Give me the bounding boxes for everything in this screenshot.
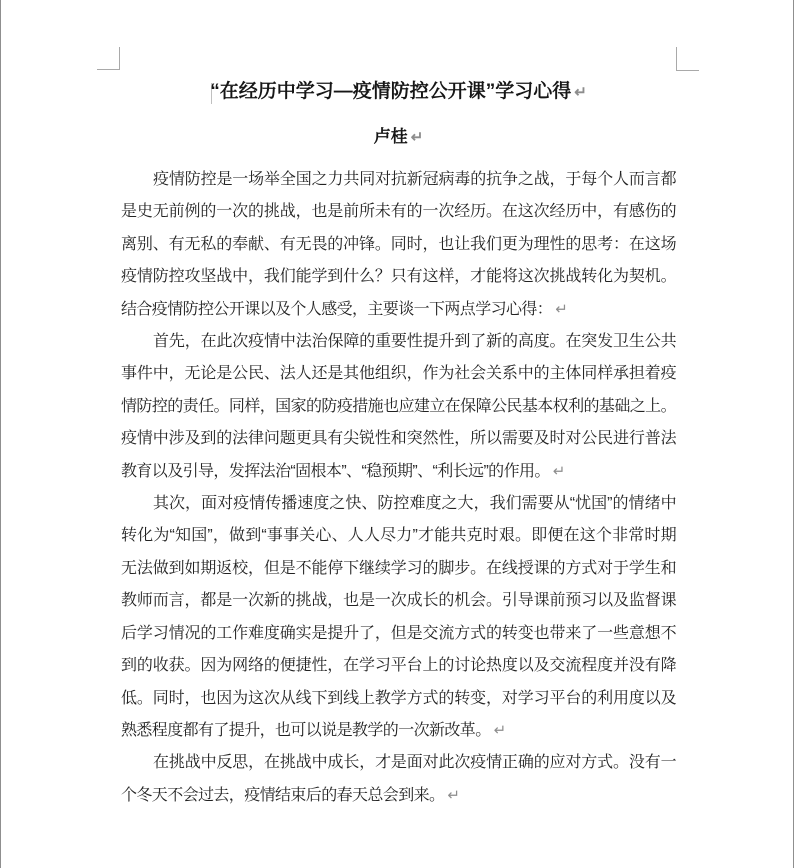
text-line: 结合疫情防控公开课以及个人感受，主要谈一下两点学习心得： ↵ <box>121 300 568 318</box>
paragraph <box>121 326 676 488</box>
paragraph-mark-icon: ↵ <box>552 462 566 480</box>
text-line: 个冬天不会过去，疫情结束后的春天总会到来。 ↵ <box>121 786 460 804</box>
text-line: 情防控的责任。同样，国家的防疫措施也应建立在保障公民基本权利的基础之上。 <box>121 397 676 415</box>
text-line: 事件中，无论是公民、法人还是其他组织，作为社会关系中的主体同样承担着疫 <box>121 365 676 383</box>
text-line: 疫情防控是一场举全国之力共同对抗新冠病毒的抗争之战，于每个人而言都 <box>153 171 676 188</box>
document-author <box>121 122 676 152</box>
text-line: 首先，在此次疫情中法治保障的重要性提升到了新的高度。在突发卫生公共 <box>153 333 676 351</box>
paragraph <box>121 747 676 812</box>
text-line: 教师而言，都是一次新的挑战，也是一次成长的机会。引导课前预习以及监督课 <box>121 592 676 610</box>
text-line: 无法做到如期返校，但是不能停下继续学习的脚步。在线授课的方式对于学生和 <box>121 559 676 577</box>
text-line: 转化为“知国”，做到“事事关心、人人尽力”才能共克时艰。即便在这个非常时期 <box>121 527 676 545</box>
text-line: 后学习情况的工作难度确实是提升了，但是交流方式的转变也带来了一些意想不 <box>121 624 676 642</box>
paragraph <box>121 488 676 747</box>
text-line: 在挑战中反思，在挑战中成长，才是面对此次疫情正确的应对方式。没有一 <box>153 754 676 772</box>
document-title-text: “在经历中学习—疫情防控公开课”学习心得 <box>210 81 572 102</box>
text-line: 疫情中涉及到的法律问题更具有尖锐性和突然性，所以需要及时对公民进行普法 <box>121 430 676 448</box>
text-boundary-corner-mark-top-right <box>676 47 699 71</box>
text-boundary-corner-mark-top-left <box>97 47 120 70</box>
paragraph <box>121 164 676 326</box>
paragraph-mark-icon: ↵ <box>447 786 460 804</box>
text-line: 疫情防控攻坚战中，我们能学到什么？只有这样，才能将这次挑战转化为契机。 <box>121 268 676 286</box>
text-line: 低。同时，也因为这次从线下到线上教学方式的转变，对学习平台的利用度以及 <box>121 689 676 707</box>
paragraph-mark-icon: ↵ <box>493 721 507 739</box>
paragraph-mark-icon: ↵ <box>410 129 424 146</box>
text-line: 到的收获。因为网络的便捷性，在学习平台上的讨论热度以及交流程度并没有降 <box>121 657 676 675</box>
text-line: 离别、有无私的奉献、有无畏的冲锋。同时，也让我们更为理性的思考：在这场 <box>121 235 676 253</box>
text-line: 是史无前例的一次的挑战，也是前所未有的一次经历。在这次经历中，有感伤的 <box>121 203 676 221</box>
document-body <box>121 164 676 812</box>
text-line: 其次，面对疫情传播速度之快、防控难度之大，我们需要从“忧国”的情绪中 <box>153 495 676 513</box>
text-line: 教育以及引导，发挥法治“固根本”、“稳预期”、“利长远”的作用。 ↵ <box>121 462 566 480</box>
paragraph-mark-icon: ↵ <box>555 300 568 318</box>
paragraph-mark-icon: ↵ <box>574 84 587 101</box>
document-author-text: 卢桂 <box>373 127 408 146</box>
text-line: 熟悉程度都有了提升，也可以说是教学的一次新改革。 ↵ <box>121 721 507 739</box>
document-title <box>121 76 676 108</box>
